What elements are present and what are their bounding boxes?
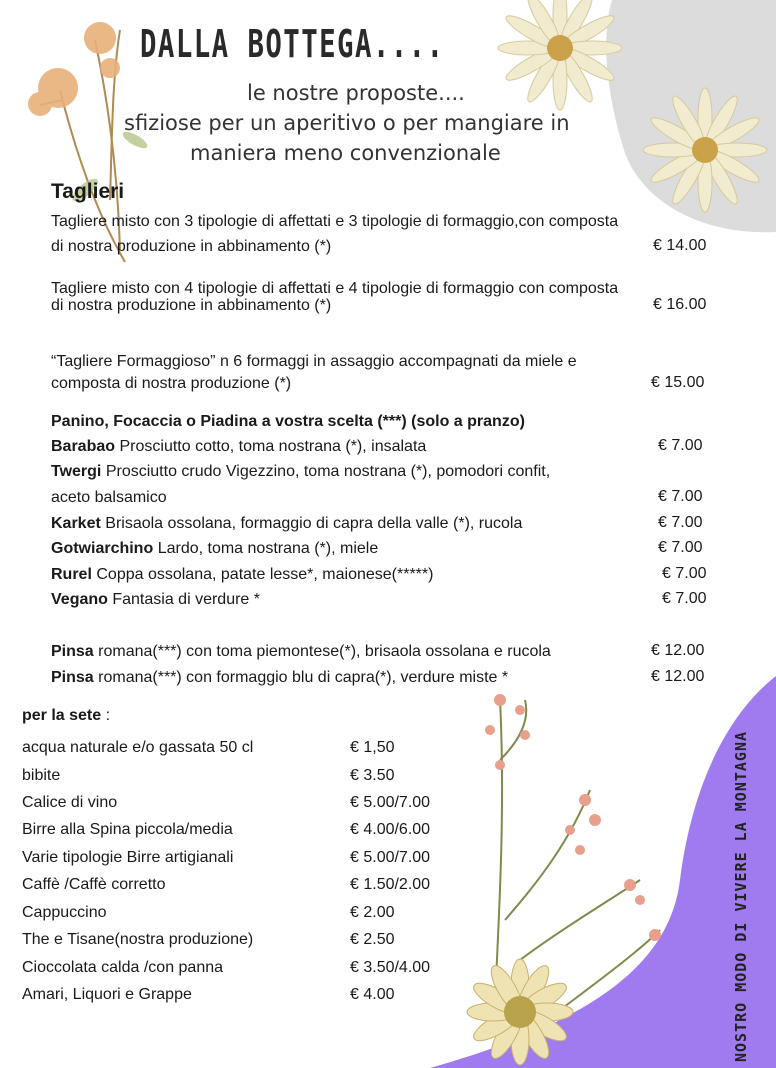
panino-price: € 7.00 [658,437,703,454]
tagliere-3-price: € 15.00 [651,374,705,391]
drink-price: € 1,50 [350,739,395,756]
tagliere-1-price: € 14.00 [653,237,707,254]
subtitle-line-3: maniera meno convenzionale [190,141,501,165]
pinsa-price: € 12.00 [651,642,705,659]
pinsa-name: Pinsa [51,643,94,660]
drink-name: Amari, Liquori e Grappe [22,986,192,1003]
tagliere-2-line-2: di nostra produzione in abbinamento (*) [51,297,332,314]
drink-price: € 4.00 [350,986,395,1003]
panino-price: € 7.00 [658,514,703,531]
drink-name: Calice di vino [22,794,118,811]
section-heading-taglieri: Taglieri [51,180,125,203]
subtitle-line-2: sfiziose per un aperitivo o per mangiare in [124,111,570,135]
tagliere-3-line-1: “Tagliere Formaggioso” n 6 formaggi in assaggio accompagnati da miele e [51,353,577,370]
pinsa-price: € 12.00 [651,668,705,685]
tagliere-1-line-2: di nostra produzione in abbinamento (*) [51,238,332,255]
panino-row [51,437,426,456]
panino-name: Twergi [51,463,102,480]
drink-price: € 4.00/6.00 [350,821,431,838]
bevande-heading-colon: : [101,707,111,724]
drink-name: Caffè /Caffè corretto [22,876,166,893]
pinsa-row [51,668,508,687]
drink-price: € 1.50/2.00 [350,876,431,893]
panino-name: Vegano [51,591,108,608]
drink-price: € 3.50/4.00 [350,959,431,976]
panino-name: Rurel [51,566,92,583]
panino-desc: Prosciutto cotto, toma nostrana (*), insalata [119,438,427,455]
panino-price: € 7.00 [658,488,703,505]
panino-desc: Lardo, toma nostrana (*), miele [157,540,379,557]
drink-name: Cioccolata calda /con panna [22,959,224,976]
panino-row [51,590,260,609]
panino-price: € 7.00 [658,539,703,556]
drink-price: € 2.00 [350,904,395,921]
drink-price: € 5.00/7.00 [350,849,431,866]
panino-name: Karket [51,515,101,532]
drink-name: The e Tisane(nostra produzione) [22,931,254,948]
panino-desc-continued: aceto balsamico [51,489,167,506]
pinsa-desc: romana(***) con formaggio blu di capra(*), verdure miste * [98,669,509,686]
panino-desc: Coppa ossolana, patate lesse*, maionese(*****) [96,566,434,583]
panino-desc: Fantasia di verdure * [112,591,260,608]
daisy-top-icon [498,0,622,110]
section-heading-bevande [22,706,110,725]
pinsa-row [51,642,551,661]
drink-price: € 5.00/7.00 [350,794,431,811]
panino-desc: Prosciutto crudo Vigezzino, toma nostrana (*), pomodori confit, [105,463,551,480]
drink-price: € 3.50 [350,767,395,784]
drink-price: € 2.50 [350,931,395,948]
drink-name: bibite [22,767,61,784]
panino-desc: Brisaola ossolana, formaggio di capra della valle (*), rucola [105,515,523,532]
panino-row [51,539,378,558]
pinsa-name: Pinsa [51,669,94,686]
panino-name: Barabao [51,438,116,455]
panino-row [51,462,550,481]
page-title: DALLA BOTTEGA.... [140,22,445,66]
drink-name: acqua naturale e/o gassata 50 cl [22,739,254,756]
tagliere-2-line-1: Tagliere misto con 4 tipologie di affettati e 4 tipologie di formaggio con composta [51,280,619,297]
panino-price: € 7.00 [662,590,707,607]
tagliere-2-price: € 16.00 [653,296,707,313]
side-slogan: NOSTRO MODO DI VIVERE LA MONTAGNA [732,730,750,1062]
subtitle-line-1: le nostre proposte.... [247,81,465,105]
tagliere-3-line-2: composta di nostra produzione (*) [51,375,292,392]
bevande-heading-label: per la sete [22,707,102,724]
pinsa-desc: romana(***) con toma piemontese(*), brisaola ossolana e rucola [98,643,551,660]
section-heading-panini: Panino, Focaccia o Piadina a vostra scelta (***) (solo a pranzo) [51,413,525,430]
drink-name: Varie tipologie Birre artigianali [22,849,234,866]
tagliere-1-line-1: Tagliere misto con 3 tipologie di affettati e 3 tipologie di formaggio,con composta [51,213,619,230]
drink-name: Cappuccino [22,904,107,921]
panino-row [51,565,433,584]
panino-price: € 7.00 [662,565,707,582]
drink-name: Birre alla Spina piccola/media [22,821,233,838]
panino-row [51,514,522,533]
panino-name: Gotwiarchino [51,540,154,557]
